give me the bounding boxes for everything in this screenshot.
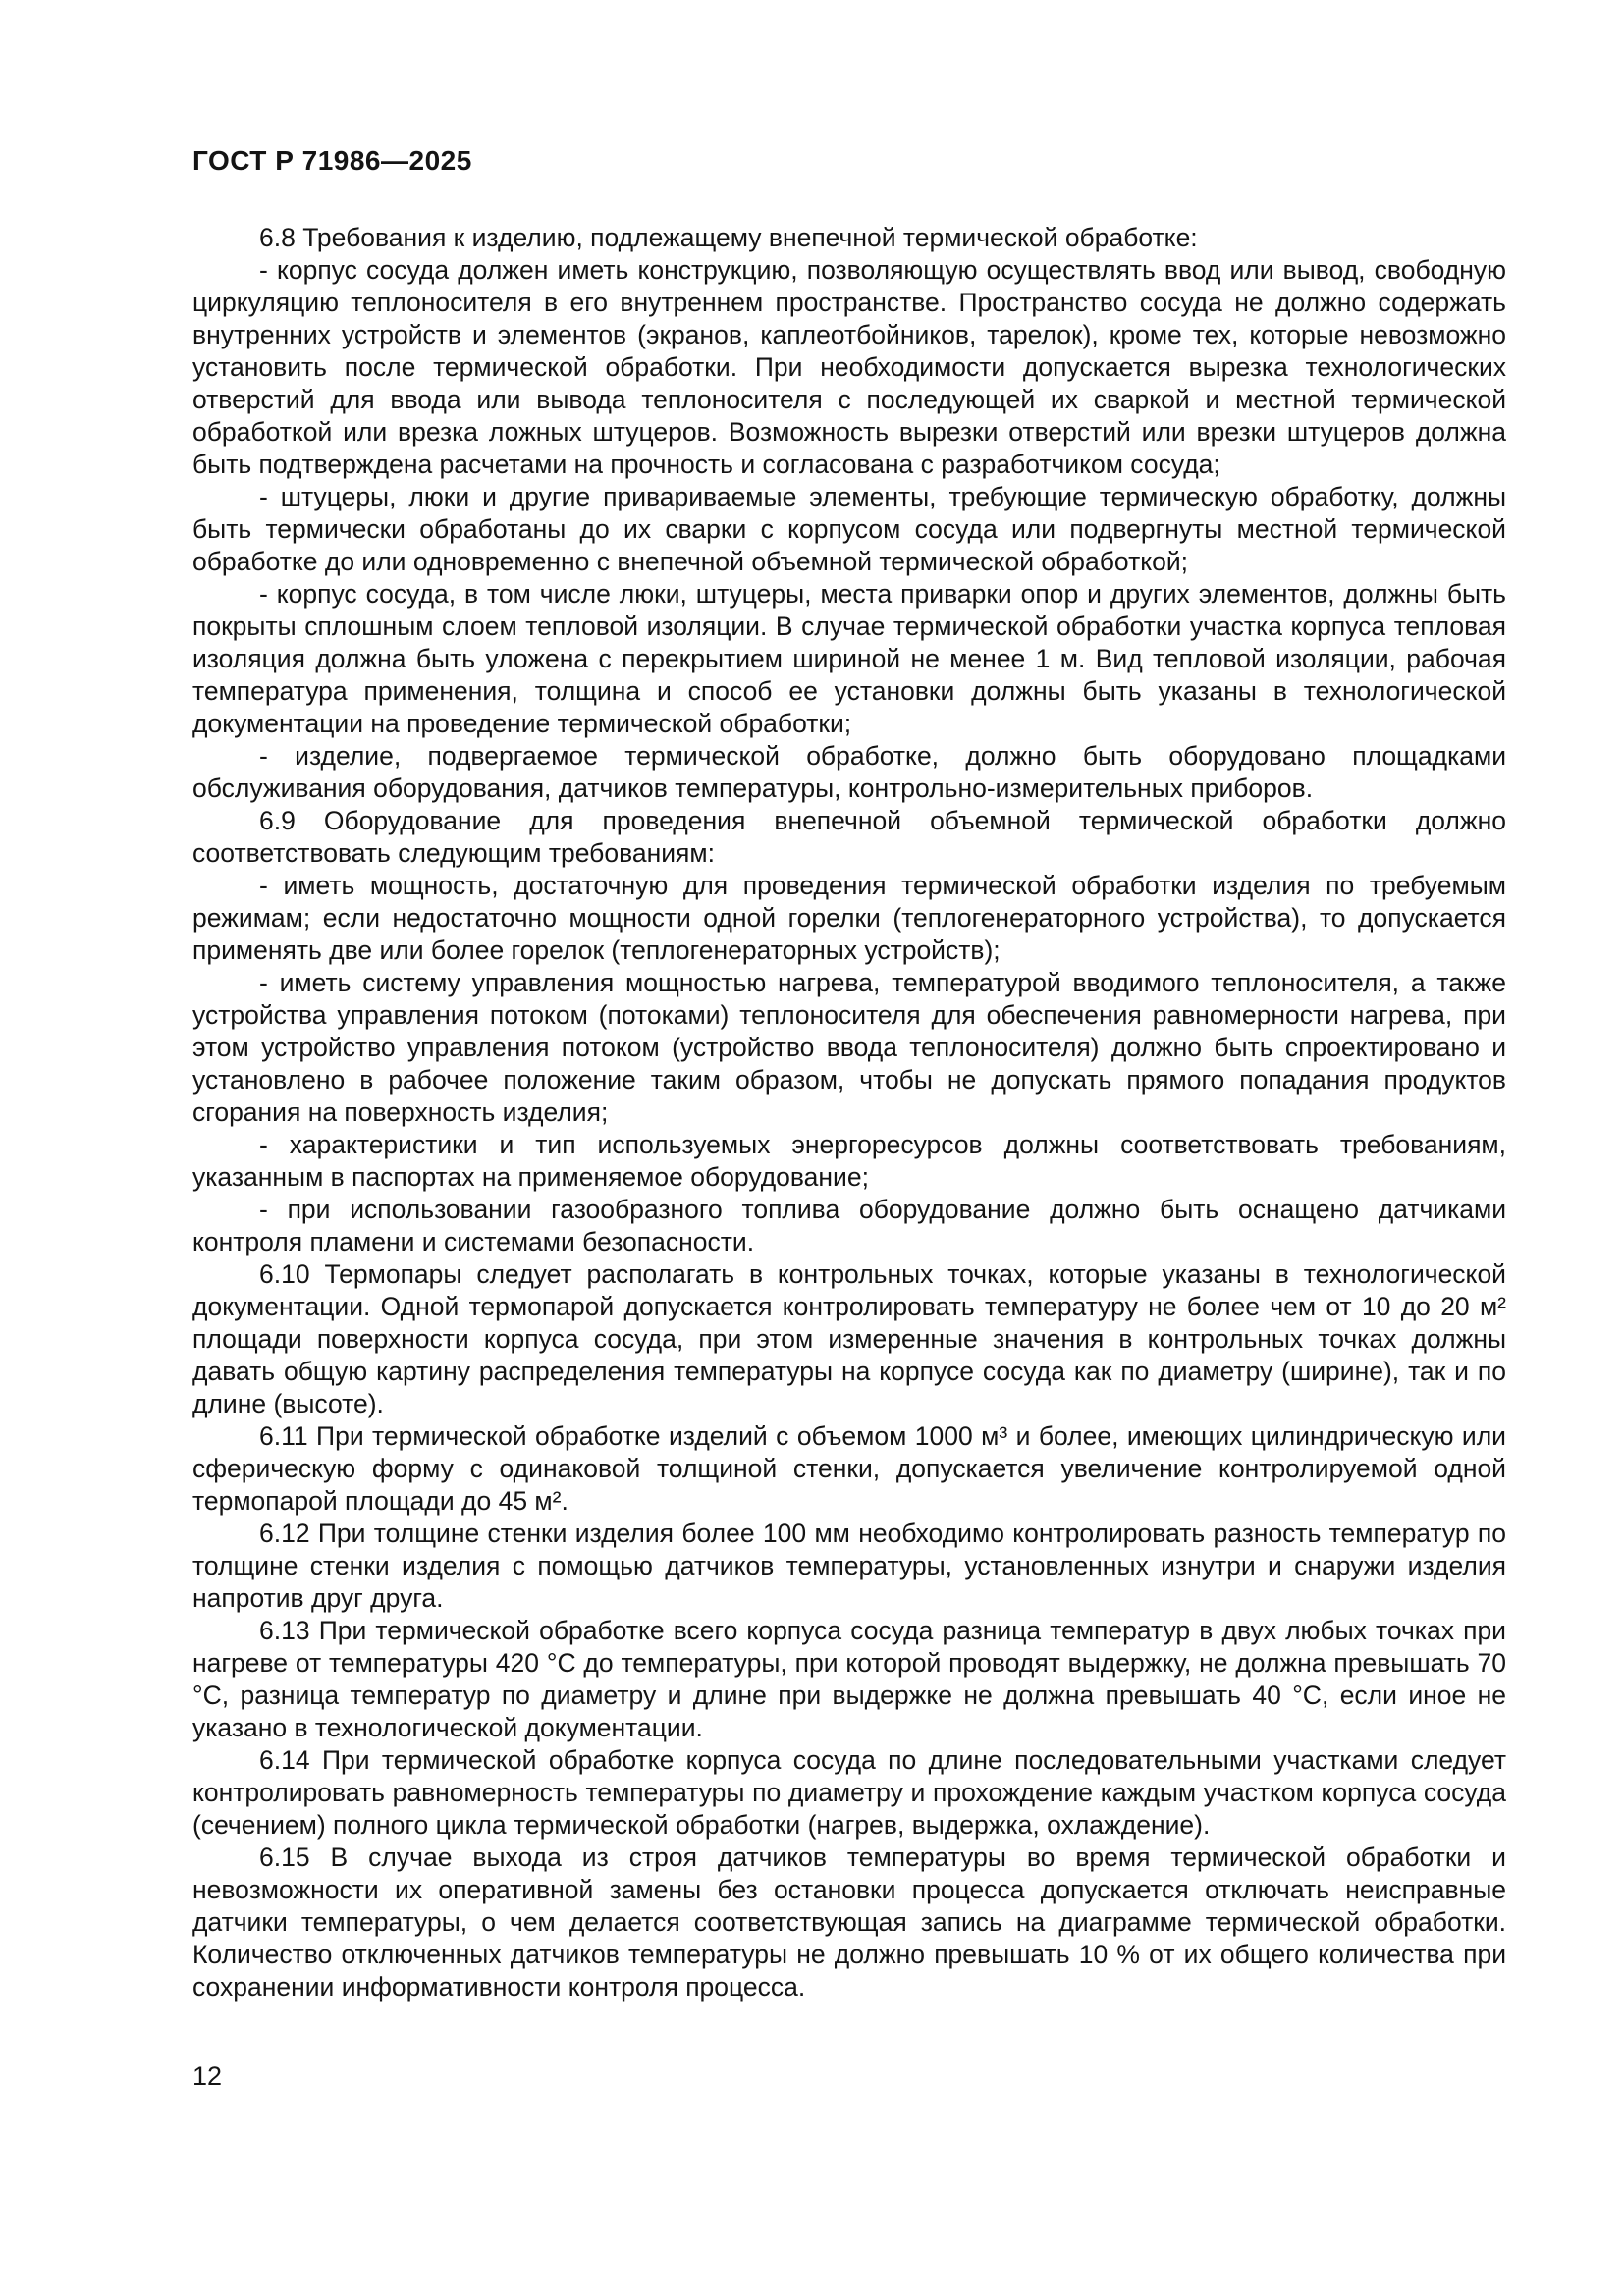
clause-6-15: 6.15 В случае выхода из строя датчиков температуры во время термической обработки и невозможности их оперативной замены без остановки процесса допускается отключать неисправные датчики температуры, о чем делается соответствующая запись на диаграмме термической обработки. Количество отключенных датчиков температуры не должно превышать 10 % от их общего количества при сохранении информативности контроля процесса. <box>192 1842 1506 2002</box>
page-number: 12 <box>192 2061 223 2091</box>
document-body <box>192 222 1506 2003</box>
document-header-designation: ГОСТ Р 71986—2025 <box>192 145 472 176</box>
clause-6-9-list-item-4: - при использовании газообразного топлива оборудование должно быть оснащено датчиками контроля пламени и системами безопасности. <box>192 1195 1506 1256</box>
clause-6-14: 6.14 При термической обработке корпуса сосуда по длине последовательными участками следует контролировать равномерность температуры по диаметру и прохождение каждым участком корпуса сосуда (сечением) полного цикла термической обработки (нагрев, выдержка, охлаждение). <box>192 1745 1506 1840</box>
clause-6-8-list-item-4: - изделие, подвергаемое термической обработке, должно быть оборудовано площадками обслуживания оборудования, датчиков температуры, контрольно-измерительных приборов. <box>192 741 1506 803</box>
clause-6-8-list-item-1: - корпус сосуда должен иметь конструкцию, позволяющую осуществлять ввод или вывод, свободную циркуляцию теплоносителя в его внутреннем пространстве. Пространство сосуда не должно содержать внутренних устройств и элементов (экранов, каплеотбойников, тарелок), кроме тех, которые невозможно установить после термической обработки. При необходимости допускается вырезка технологических отверстий для ввода или вывода теплоносителя с последующей их сваркой и местной термической обработкой или врезка ложных штуцеров. Возможность вырезки отверстий или врезки штуцеров должна быть подтверждена расчетами на прочность и согласована с разработчиком сосуда; <box>192 255 1506 479</box>
clause-6-8: 6.8 Требования к изделию, подлежащему внепечной термической обработке: <box>259 223 1198 252</box>
clause-6-9-list-item-3: - характеристики и тип используемых энергоресурсов должны соответствовать требованиям, указанным в паспортах на применяемое оборудование; <box>192 1130 1506 1192</box>
clause-6-10: 6.10 Термопары следует располагать в контрольных точках, которые указаны в технологической документации. Одной термопарой допускается контролировать температуру не более чем от 10 до 20 м² площади поверхности корпуса сосуда, при этом измеренные значения в контрольных точках должны давать общую картину распределения температуры на корпусе сосуда как по диаметру (ширине), так и по длине (высоте). <box>192 1259 1506 1418</box>
clause-6-12: 6.12 При толщине стенки изделия более 100 мм необходимо контролировать разность температур по толщине стенки изделия с помощью датчиков температуры, установленных изнутри и снаружи изделия напротив друг друга. <box>192 1519 1506 1613</box>
clause-6-9-list-item-2: - иметь систему управления мощностью нагрева, температурой вводимого теплоносителя, а также устройства управления потоком (потоками) теплоносителя для обеспечения равномерности нагрева, при этом устройство управления потоком (устройство ввода теплоносителя) должно быть спроектировано и установлено в рабочее положение таким образом, чтобы не допускать прямого попадания продуктов сгорания на поверхность изделия; <box>192 968 1506 1127</box>
clause-6-9: 6.9 Оборудование для проведения внепечной объемной термической обработки должно соответствовать следующим требованиям: <box>192 806 1506 868</box>
clause-6-9-list-item-1: - иметь мощность, достаточную для проведения термической обработки изделия по требуемым режимам; если недостаточно мощности одной горелки (теплогенераторного устройства), то допускается применять две или более горелок (теплогенераторных устройств); <box>192 871 1506 965</box>
clause-6-8-list-item-2: - штуцеры, люки и другие привариваемые элементы, требующие термическую обработку, должны быть термически обработаны до их сварки с корпусом сосуда или подвергнуты местной термической обработке до или одновременно с внепечной объемной термической обработкой; <box>192 482 1506 576</box>
clause-6-8-list-item-3: - корпус сосуда, в том числе люки, штуцеры, места приварки опор и других элементов, должны быть покрыты сплошным слоем тепловой изоляции. В случае термической обработки участка корпуса тепловая изоляция должна быть уложена с перекрытием шириной не менее 1 м. Вид тепловой изоляции, рабочая температура применения, толщина и способ ее установки должны быть указаны в технологической документации на проведение термической обработки; <box>192 579 1506 738</box>
clause-6-13: 6.13 При термической обработке всего корпуса сосуда разница температур в двух любых точках при нагреве от температуры 420 °С до температуры, при которой проводят выдержку, не должна превышать 70 °С, разница температур по диаметру и длине при выдержке не должна превышать 40 °С, если иное не указано в технологической документации. <box>192 1616 1506 1742</box>
clause-6-11: 6.11 При термической обработке изделий с объемом 1000 м³ и более, имеющих цилиндрическую или сферическую форму с одинаковой толщиной стенки, допускается увеличение контролируемой одной термопарой площади до 45 м². <box>192 1421 1506 1516</box>
